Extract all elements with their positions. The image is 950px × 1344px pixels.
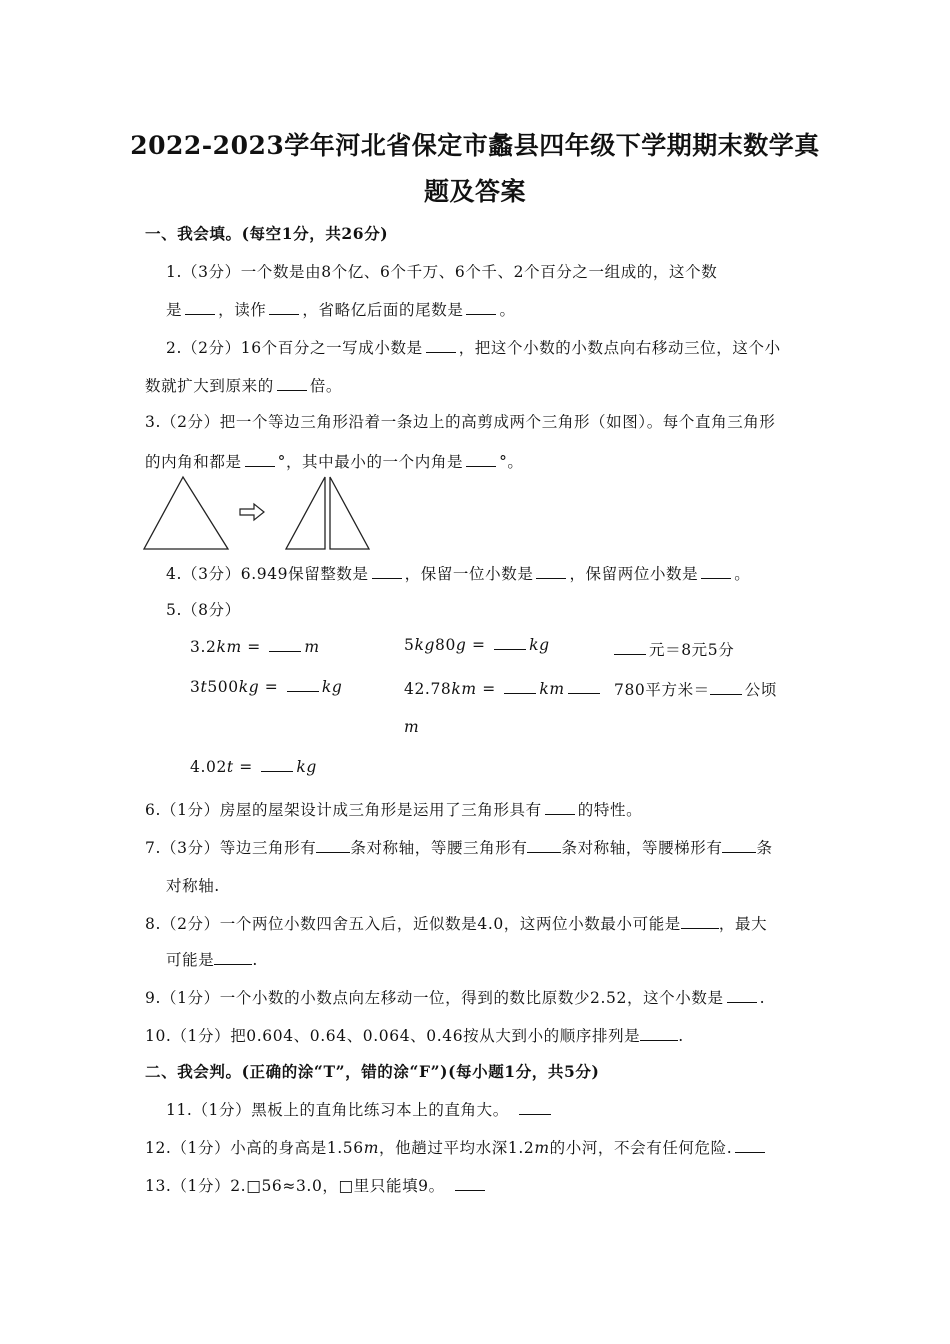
q12-text: ，他趟过平均水深 <box>379 1139 508 1157</box>
q3-text: °，其中最小的一个内角是 <box>277 453 464 471</box>
answer-blank[interactable] <box>214 963 252 965</box>
question-7-line-2: 对称轴. <box>166 877 220 895</box>
conv-text: = <box>233 758 259 776</box>
answer-blank[interactable] <box>504 692 536 694</box>
conv-unit: kg <box>414 636 435 654</box>
q10-text: 10.（1分）把0.604、0.64、0.064、0.46按从大到小的顺序排列是 <box>145 1027 641 1045</box>
conv-text: 500 <box>207 678 239 696</box>
section-2-heading: 二、我会判。(正确的涂“T”，错的涂“F”)(每小题1分，共5分) <box>145 1062 600 1081</box>
conv-unit: kg <box>296 758 317 776</box>
conv-unit: km <box>216 638 242 656</box>
answer-blank[interactable] <box>185 313 215 315</box>
answer-blank[interactable] <box>614 653 646 655</box>
q7-text: 条 <box>756 839 773 857</box>
answer-blank[interactable] <box>372 577 402 579</box>
q2-text: 数就扩大到原来的 <box>145 377 274 395</box>
q1-text: ，读作 <box>218 301 267 319</box>
question-3-line-1: 3.（2分）把一个等边三角形沿着一条边上的高剪成两个三角形（如图）。每个直角三角形 <box>145 413 776 431</box>
equilateral-triangle-shape <box>144 477 228 549</box>
q2-text: 倍。 <box>309 377 343 395</box>
question-13 <box>145 1174 488 1196</box>
q2-text: ，把这个小数的小数点向右移动三位，这个小 <box>458 339 781 357</box>
conversion-km-to-m <box>190 638 320 656</box>
q6-text: 6.（1分）房屋的屋架设计成三角形是运用了三角形具有 <box>145 801 542 819</box>
q11-text: 11.（1分）黑板上的直角比练习本上的直角大。 <box>166 1101 509 1119</box>
question-4 <box>166 562 750 584</box>
conversion-yuan <box>614 638 734 660</box>
question-3-line-2 <box>145 450 524 472</box>
q8-text: 可能是 <box>166 951 215 969</box>
q4-text: ，保留一位小数是 <box>404 565 534 583</box>
answer-blank[interactable] <box>710 693 742 695</box>
answer-blank[interactable] <box>701 577 731 579</box>
q12-text: 1.2 <box>507 1139 535 1157</box>
answer-blank[interactable] <box>545 813 575 815</box>
q13-text: ，□里只能填9。 <box>322 1177 445 1195</box>
q12-text: 的小河，不会有任何危险. <box>549 1139 733 1157</box>
answer-blank[interactable] <box>269 313 299 315</box>
conversion-area <box>614 678 777 700</box>
right-triangle-right-shape <box>330 477 369 549</box>
question-11 <box>166 1098 554 1120</box>
question-12 <box>145 1136 768 1158</box>
answer-blank[interactable] <box>727 1001 757 1003</box>
q12-unit: m <box>534 1139 550 1157</box>
conv-text: = <box>259 678 284 696</box>
conv-text: 80 <box>434 636 456 654</box>
conversion-m-unit: m <box>404 718 420 736</box>
conversion-kg-g-to-kg <box>404 636 550 654</box>
answer-blank[interactable] <box>261 770 293 772</box>
question-2-line-2 <box>145 374 342 396</box>
q1-text: 是 <box>166 301 183 319</box>
q3-text: 的内角和都是 <box>145 453 242 471</box>
q13-text: 13.（1分） <box>145 1177 231 1195</box>
document-title-line-1: 2022-2023学年河北省保定市蠡县四年级下学期期末数学真 <box>130 131 820 160</box>
conv-unit: t <box>200 678 208 696</box>
question-6 <box>145 798 642 820</box>
question-1-line-2 <box>166 298 516 320</box>
q10-text: . <box>678 1027 684 1045</box>
conv-text: 5 <box>404 636 415 654</box>
right-triangle-left-shape <box>286 477 325 549</box>
question-10 <box>145 1024 684 1046</box>
section-1-heading: 一、我会填。(每空1分，共26分) <box>145 224 389 243</box>
conv-text: 3 <box>190 678 201 696</box>
question-5-label: 5.（8分） <box>166 601 241 619</box>
conv-text: = <box>241 638 267 656</box>
answer-blank[interactable] <box>316 851 350 853</box>
q9-text: 9.（1分）一个小数的小数点向左移动一位，得到的数比原数少2.52，这个小数是 <box>145 989 724 1007</box>
q1-text: 。 <box>499 301 516 319</box>
answer-blank[interactable] <box>735 1151 765 1153</box>
answer-blank[interactable] <box>527 851 561 853</box>
conv-text: 780平方米＝ <box>614 681 710 699</box>
conv-text: 元＝8元5分 <box>649 641 735 659</box>
answer-blank[interactable] <box>455 1189 485 1191</box>
q4-text: 。 <box>734 565 751 583</box>
conv-unit: g <box>455 636 467 654</box>
answer-blank[interactable] <box>277 389 307 391</box>
conv-text: = <box>466 636 492 654</box>
conv-unit: kg <box>529 636 550 654</box>
answer-blank[interactable] <box>722 851 756 853</box>
q13-text: 2.□56≈3.0 <box>230 1177 323 1195</box>
conv-unit: km <box>539 680 565 698</box>
conv-text: 3.2 <box>190 638 217 656</box>
conv-text: 42.78 <box>404 680 452 698</box>
answer-blank[interactable] <box>681 927 719 929</box>
question-8-line-2 <box>166 948 258 970</box>
question-1-line-1: 1.（3分）一个数是由8个亿、6个千万、6个千、2个百分之一组成的，这个数 <box>166 263 718 281</box>
q12-text: 12.（1分）小高的身高是 <box>145 1139 327 1157</box>
answer-blank[interactable] <box>568 692 600 694</box>
conv-text: 4.02 <box>190 758 227 776</box>
question-2-line-1 <box>166 336 781 358</box>
q4-text: 4.（3分）6.949保留整数是 <box>166 565 369 583</box>
conversion-km-to-km-m <box>404 680 603 698</box>
answer-blank[interactable] <box>245 465 275 467</box>
conv-text: 公顷 <box>744 681 777 699</box>
conv-unit: t <box>226 758 234 776</box>
conversion-t-kg-to-kg <box>190 678 342 696</box>
answer-blank[interactable] <box>536 577 566 579</box>
q8-text: 8.（2分）一个两位小数四舍五入后，近似数是4.0，这两位小数最小可能是 <box>145 915 681 933</box>
answer-blank[interactable] <box>466 313 496 315</box>
answer-blank[interactable] <box>640 1039 678 1041</box>
document-title-line-2: 题及答案 <box>423 177 526 206</box>
conv-unit: m <box>304 638 320 656</box>
answer-blank[interactable] <box>287 690 319 692</box>
q9-text: . <box>759 989 766 1007</box>
q2-text: 2.（2分）16个百分之一写成小数是 <box>166 339 423 357</box>
question-9 <box>145 986 765 1008</box>
q7-text: 条对称轴，等腰三角形有 <box>350 839 528 857</box>
conv-unit: kg <box>238 678 260 696</box>
conv-text: = <box>476 680 502 698</box>
answer-blank[interactable] <box>269 650 301 652</box>
answer-blank[interactable] <box>519 1113 551 1115</box>
question-8-line-1 <box>145 912 767 934</box>
right-arrow-icon <box>240 504 264 520</box>
q12-text: 1.56 <box>326 1139 364 1157</box>
q8-text: ，最大 <box>718 915 768 933</box>
answer-blank[interactable] <box>494 648 526 650</box>
q8-text: . <box>252 951 258 969</box>
conversion-t-to-kg <box>190 758 317 776</box>
q6-text: 的特性。 <box>577 801 643 819</box>
q4-text: ，保留两位小数是 <box>569 565 699 583</box>
q7-text: 条对称轴，等腰梯形有 <box>561 839 723 857</box>
q1-text: ，省略亿后面的尾数是 <box>302 301 464 319</box>
q12-unit: m <box>363 1139 380 1157</box>
answer-blank[interactable] <box>426 351 456 353</box>
conv-unit: kg <box>321 678 343 696</box>
conv-unit: km <box>451 680 477 698</box>
q3-text: °。 <box>499 453 524 471</box>
answer-blank[interactable] <box>466 465 496 467</box>
question-7-line-1 <box>145 836 773 858</box>
q7-text: 7.（3分）等边三角形有 <box>145 839 317 857</box>
triangle-cut-figure <box>140 473 380 553</box>
